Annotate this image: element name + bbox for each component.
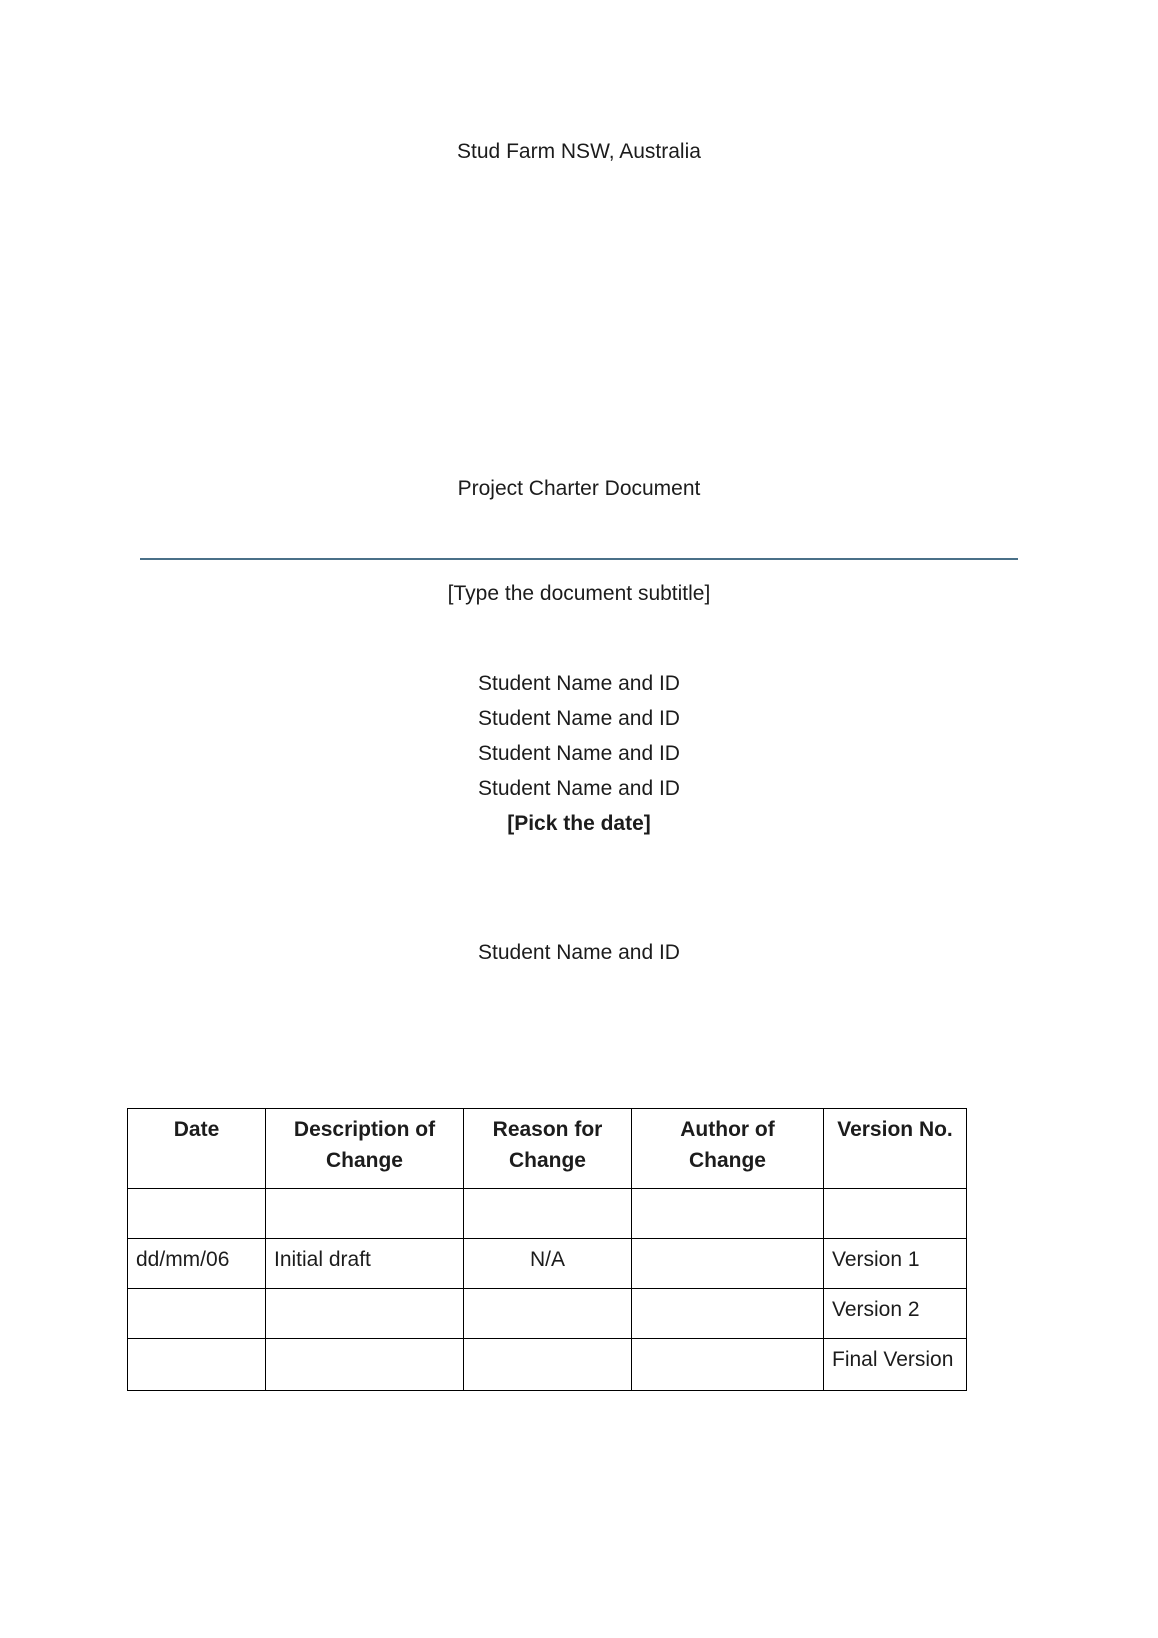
table-cell[interactable]: Final Version (824, 1339, 967, 1391)
table-row (128, 1339, 967, 1391)
location-line: Stud Farm NSW, Australia (457, 140, 701, 163)
table-cell[interactable] (266, 1289, 464, 1339)
table-cell[interactable] (128, 1339, 266, 1391)
student-names-block (0, 666, 1158, 841)
table-row (128, 1189, 967, 1239)
table-cell[interactable]: dd/mm/06 (128, 1239, 266, 1289)
table-row (128, 1239, 967, 1289)
revision-table (127, 1108, 967, 1391)
table-cell[interactable] (632, 1189, 824, 1239)
table-cell[interactable] (464, 1339, 632, 1391)
student-name-line: Student Name and ID (478, 672, 680, 695)
pick-date-placeholder[interactable]: [Pick the date] (507, 812, 651, 835)
table-row (128, 1289, 967, 1339)
document-subtitle-placeholder[interactable]: [Type the document subtitle] (447, 582, 711, 605)
revision-table-body (128, 1189, 967, 1391)
table-cell[interactable] (632, 1339, 824, 1391)
table-cell[interactable] (266, 1189, 464, 1239)
table-cell[interactable] (266, 1339, 464, 1391)
table-cell[interactable] (824, 1189, 967, 1239)
table-cell[interactable]: Version 2 (824, 1289, 967, 1339)
table-header-cell: Description of Change (266, 1109, 464, 1189)
table-cell[interactable] (128, 1189, 266, 1239)
author-name-line: Student Name and ID (478, 941, 680, 964)
revision-table-header (128, 1109, 967, 1189)
table-cell[interactable] (464, 1289, 632, 1339)
document-title: Project Charter Document (457, 477, 701, 500)
table-header-cell: Version No. (824, 1109, 967, 1189)
table-header-cell: Author of Change (632, 1109, 824, 1189)
student-name-line: Student Name and ID (478, 707, 680, 730)
table-cell[interactable] (464, 1189, 632, 1239)
table-cell[interactable] (128, 1289, 266, 1339)
table-header-cell: Reason for Change (464, 1109, 632, 1189)
table-header-cell: Date (128, 1109, 266, 1189)
title-divider-line (140, 558, 1018, 560)
table-header-row (128, 1109, 967, 1189)
student-name-line: Student Name and ID (478, 742, 680, 765)
table-cell[interactable]: Version 1 (824, 1239, 967, 1289)
table-cell[interactable] (632, 1289, 824, 1339)
table-cell[interactable] (632, 1239, 824, 1289)
student-name-line: Student Name and ID (478, 777, 680, 800)
table-cell[interactable]: N/A (464, 1239, 632, 1289)
table-cell[interactable]: Initial draft (266, 1239, 464, 1289)
